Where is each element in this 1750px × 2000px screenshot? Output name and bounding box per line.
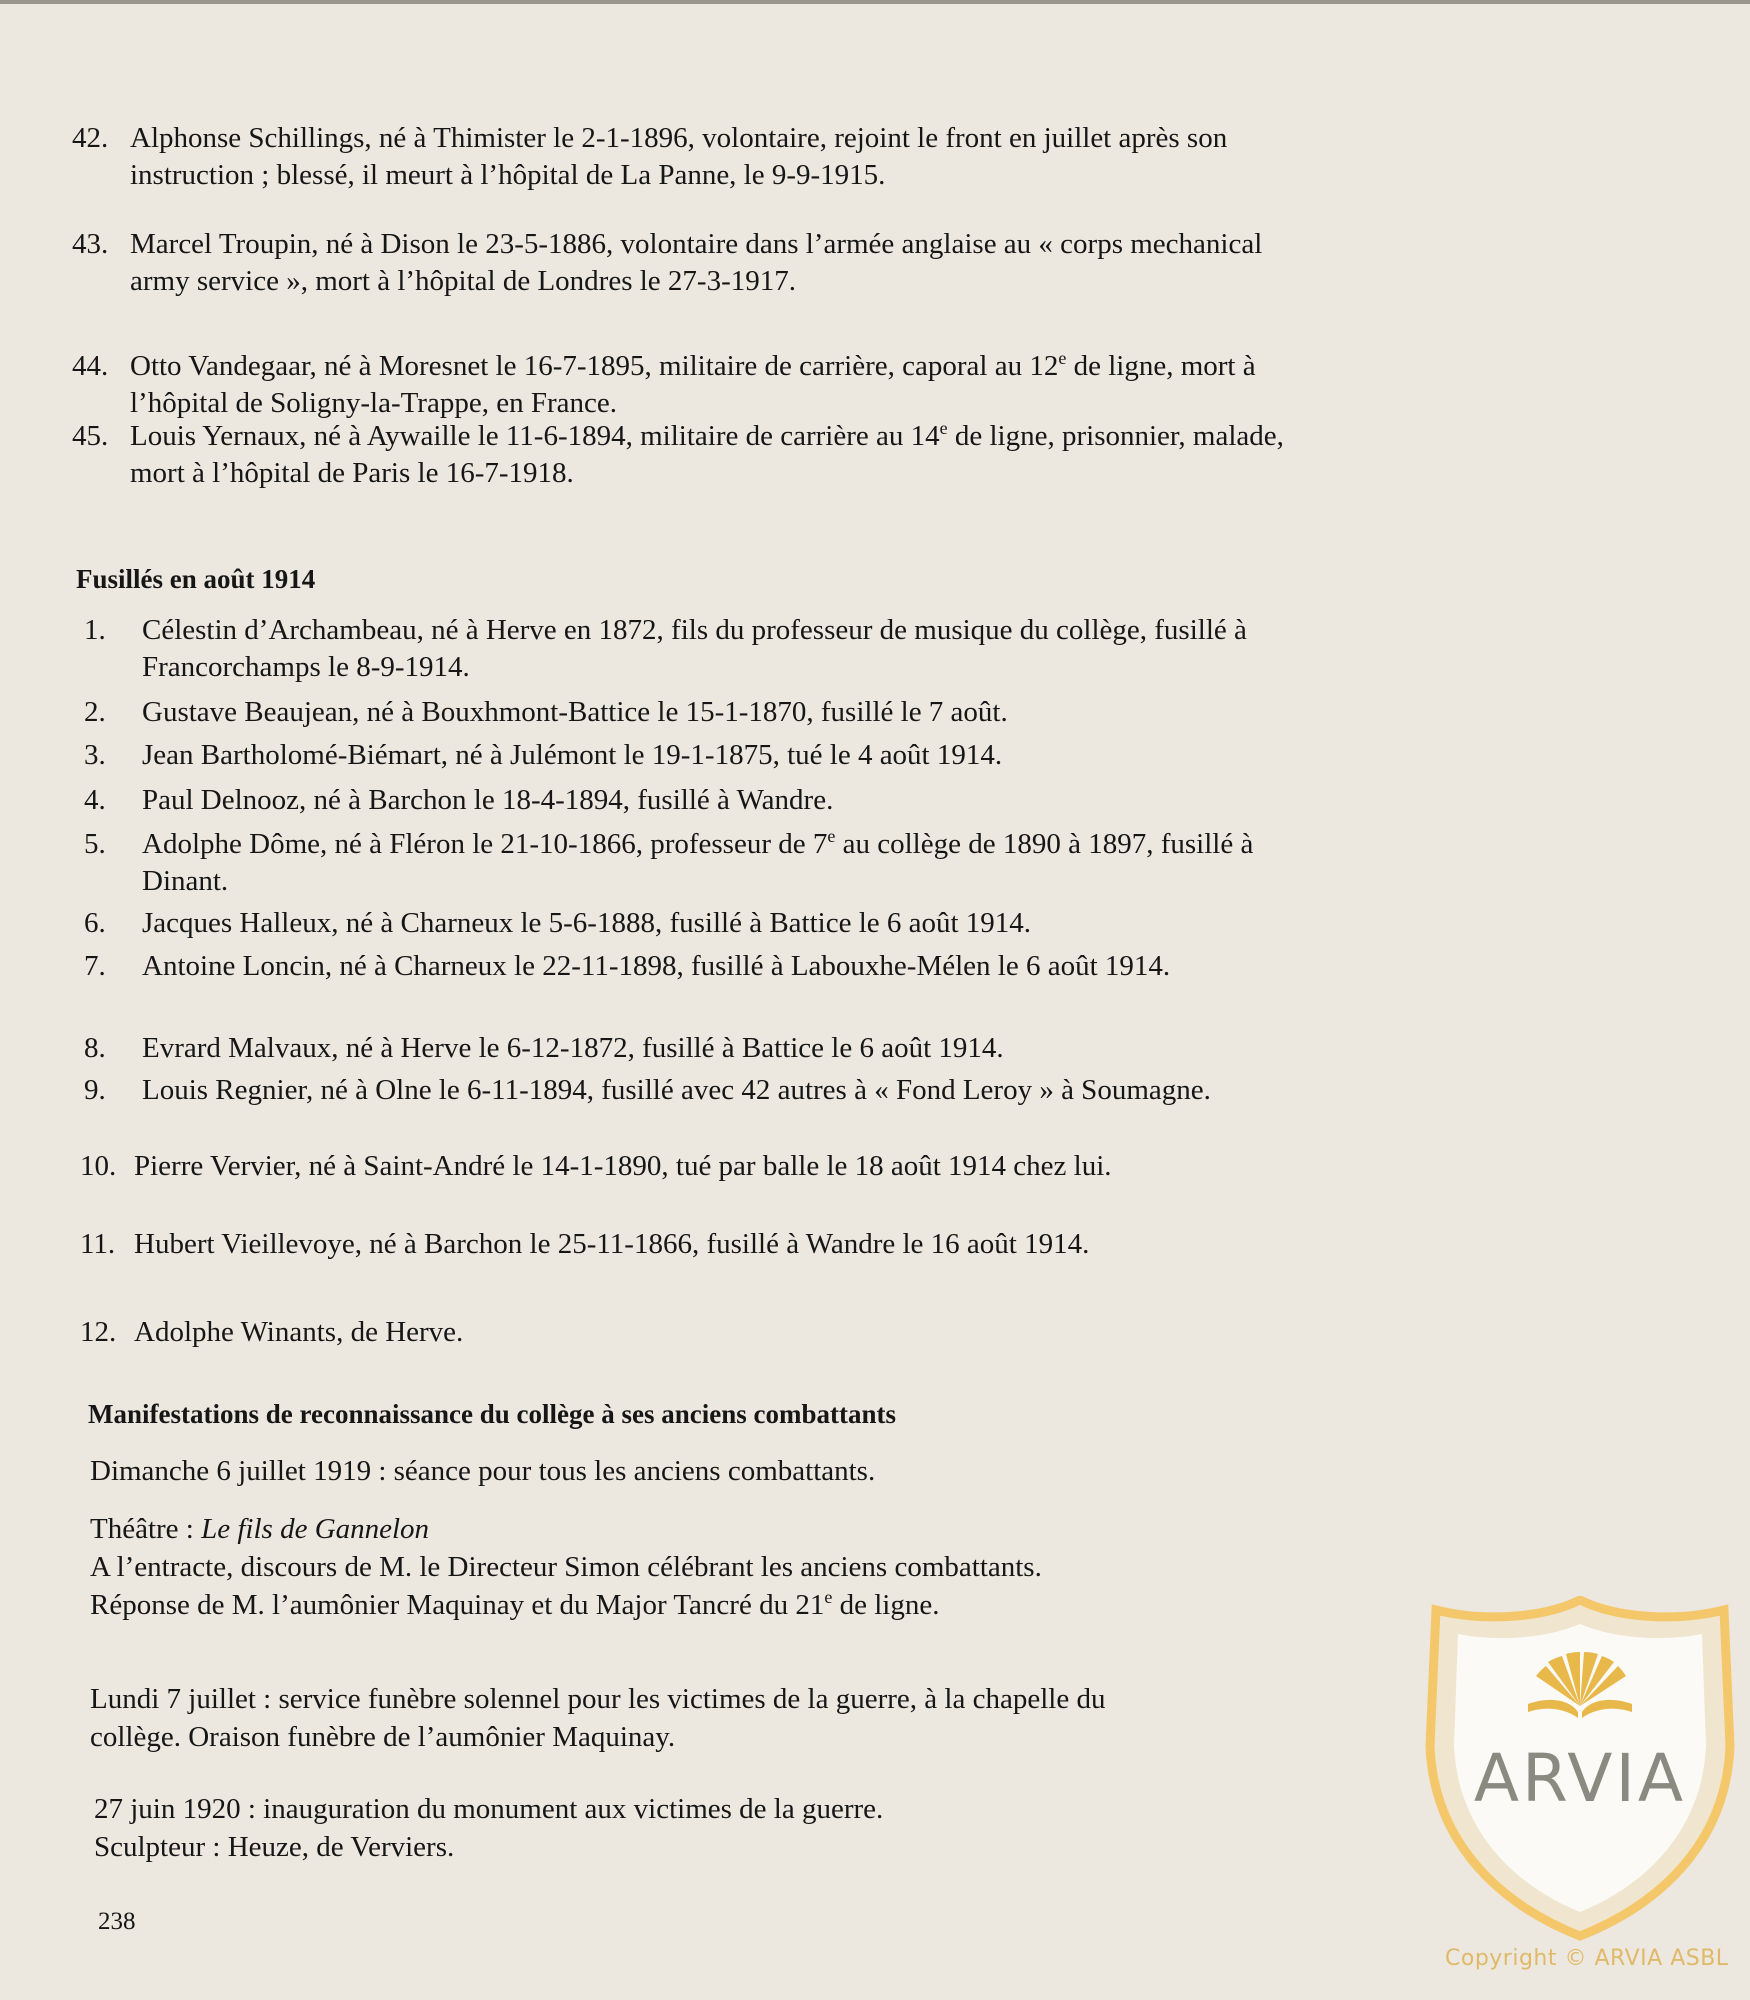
- entry-number: 43.: [72, 228, 109, 260]
- entry-text: Antoine Loncin, né à Charneux le 22-11-1898, fusillé à Labouxhe-Mélen le 6 août 1914.: [142, 950, 1171, 982]
- entry-number: 42.: [72, 122, 109, 154]
- entry-number: 2.: [84, 696, 106, 728]
- fusille-entry: [84, 948, 1322, 985]
- entry-text: Gustave Beaujean, né à Bouxhmont-Battice le 15-1-1870, fusillé le 7 août.: [142, 696, 1008, 728]
- entry-text: Marcel Troupin, né à Dison le 23-5-1886, volontaire dans l’armée anglaise au « corps mechanical army service », mort à l’hôpital de Londres le 27-3-1917.: [130, 228, 1263, 297]
- theatre-line: [90, 1510, 1230, 1548]
- sculpteur-line: Sculpteur : Heuze, de Verviers.: [94, 1831, 455, 1863]
- superscript: e: [1058, 348, 1067, 368]
- fusille-entry: [84, 1072, 1322, 1109]
- fusille-entry: [84, 826, 1322, 900]
- entry-text: de ligne, prisonnier, malade, mort à l’hôpital de Paris le 16-7-1918.: [130, 420, 1284, 489]
- superscript: e: [827, 826, 836, 846]
- theatre-title: Le fils de Gannelon: [201, 1513, 430, 1545]
- entry-number: 1.: [84, 614, 106, 646]
- entracte-text: A l’entracte, discours de M. le Directeur Simon célébrant les anciens combattants.: [90, 1551, 1042, 1583]
- inauguration-line: 27 juin 1920 : inauguration du monument aux victimes de la guerre.: [94, 1793, 884, 1825]
- entry-text: Pierre Vervier, né à Saint-André le 14-1-1890, tué par balle le 18 août 1914 chez lui.: [134, 1150, 1112, 1182]
- soldier-entry: [72, 226, 1310, 300]
- entry-number: 11.: [80, 1228, 116, 1260]
- top-rule: [0, 0, 1750, 4]
- entry-text: Alphonse Schillings, né à Thimister le 2-1-1896, volontaire, rejoint le front en juillet après son instruction ; blessé, il meurt à l’hôpital de La Panne, le 9-9-1915.: [130, 122, 1228, 191]
- fusille-entry: [84, 737, 1322, 774]
- arvia-shield-logo: [1424, 1596, 1736, 1941]
- paragraph-lundi: Lundi 7 juillet : service funèbre solennel pour les victimes de la guerre, à la chapelle du collège. Oraison funèbre de l’aumônier Maquinay.: [90, 1683, 1106, 1753]
- superscript: e: [939, 418, 948, 438]
- entry-text: Adolphe Dôme, né à Fléron le 21-10-1866, professeur de 7: [142, 828, 828, 860]
- section-heading-manifestations: Manifestations de reconnaissance du collège à ses anciens combattants: [88, 1399, 896, 1429]
- entry-number: 7.: [84, 950, 106, 982]
- entry-number: 45.: [72, 420, 109, 452]
- superscript: e: [824, 1587, 833, 1607]
- entry-number: 8.: [84, 1032, 106, 1064]
- copyright-text: Copyright © ARVIA ASBL: [1445, 1946, 1729, 1971]
- entry-text: au collège de 1890 à 1897, fusillé à Dinant.: [142, 828, 1254, 897]
- entry-text: Paul Delnooz, né à Barchon le 18-4-1894, fusillé à Wandre.: [142, 784, 834, 816]
- entry-text: Louis Yernaux, né à Aywaille le 11-6-1894, militaire de carrière au 14: [130, 420, 940, 452]
- entry-number: 9.: [84, 1074, 106, 1106]
- fusille-entry: [84, 694, 1322, 731]
- entry-number: 3.: [84, 739, 106, 771]
- entry-text: Louis Regnier, né à Olne le 6-11-1894, fusillé avec 42 autres à « Fond Leroy » à Soumagne.: [142, 1074, 1211, 1106]
- entry-text: Hubert Vieillevoye, né à Barchon le 25-11-1866, fusillé à Wandre le 16 août 1914.: [134, 1228, 1090, 1260]
- fusille-entry: [84, 612, 1322, 686]
- entry-text: Jacques Halleux, né à Charneux le 5-6-1888, fusillé à Battice le 6 août 1914.: [142, 907, 1032, 939]
- entry-text: Adolphe Winants, de Herve.: [134, 1316, 464, 1348]
- entry-text: Célestin d’Archambeau, né à Herve en 1872, fils du professeur de musique du collège, fusillé à Francorchamps le 8-9-1914.: [142, 614, 1247, 683]
- paragraph-inauguration: [94, 1790, 1234, 1866]
- logo-text: ARVIA: [1473, 1740, 1687, 1817]
- entry-number: 10.: [80, 1150, 117, 1182]
- paragraph-dimanche: Dimanche 6 juillet 1919 : séance pour tous les anciens combattants.: [90, 1455, 876, 1487]
- fusille-entry: [80, 1314, 1314, 1351]
- entry-text: Otto Vandegaar, né à Moresnet le 16-7-1895, militaire de carrière, caporal au 12: [130, 350, 1059, 382]
- page-number: 238: [98, 1908, 136, 1935]
- fusille-entry: [84, 1030, 1322, 1067]
- reponse-text: Réponse de M. l’aumônier Maquinay et du Major Tancré du 21: [90, 1589, 825, 1621]
- entry-text: Jean Bartholomé-Biémart, né à Julémont le 19-1-1875, tué le 4 août 1914.: [142, 739, 1003, 771]
- fusille-entry: [80, 1226, 1314, 1263]
- fusille-entry: [84, 782, 1322, 819]
- entry-number: 4.: [84, 784, 106, 816]
- reponse-text: de ligne.: [832, 1589, 940, 1621]
- fusille-entry: [80, 1148, 1314, 1185]
- entry-number: 5.: [84, 828, 106, 860]
- entry-number: 44.: [72, 350, 109, 382]
- section-heading-fusilles: Fusillés en août 1914: [76, 564, 316, 594]
- entry-number: 12.: [80, 1316, 117, 1348]
- entry-number: 6.: [84, 907, 106, 939]
- soldier-entry: [72, 120, 1310, 194]
- reponse-line: [90, 1586, 1230, 1624]
- entry-text: de ligne, mort à l’hôpital de Soligny-la-Trappe, en France.: [130, 350, 1256, 419]
- entry-text: Evrard Malvaux, né à Herve le 6-12-1872, fusillé à Battice le 6 août 1914.: [142, 1032, 1004, 1064]
- paragraph-theatre: [90, 1510, 1230, 1624]
- theatre-label: Théâtre :: [90, 1513, 202, 1545]
- soldier-entry: [72, 348, 1310, 422]
- fusille-entry: [84, 905, 1322, 942]
- soldier-entry: [72, 418, 1310, 492]
